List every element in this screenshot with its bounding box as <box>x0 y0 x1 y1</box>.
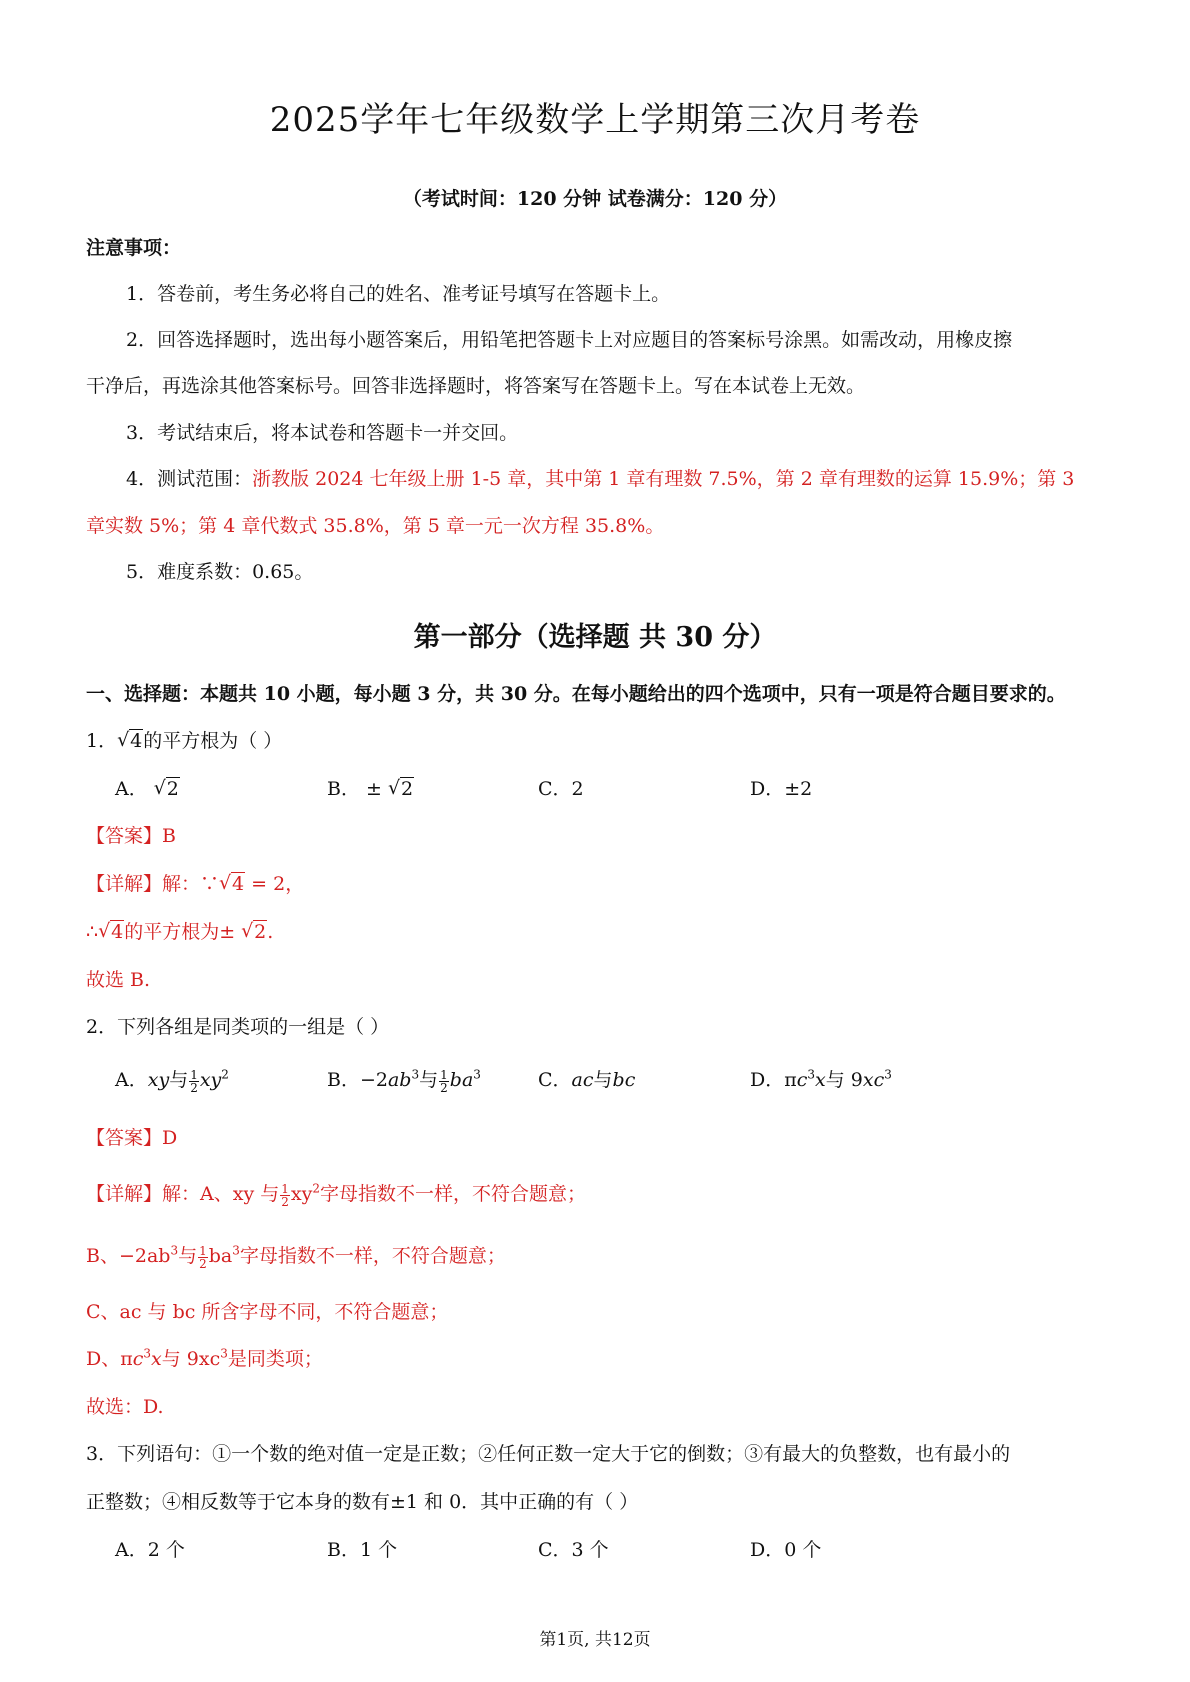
q1-number: 1． <box>86 730 118 752</box>
q2-option-d: D．$\pi c^3x$与 $9xc^3$ <box>750 1067 892 1091</box>
q2-detail-d: D、$\pi c^3x$与 $9xc^3$是同类项； <box>86 1346 323 1370</box>
question-2-stem: 2．下列各组是同类项的一组是（ ） <box>86 1016 390 1038</box>
q3-option-a: A．2 个 <box>115 1539 185 1561</box>
q1-answer: 【答案】B <box>86 825 176 847</box>
note-2-cont: 干净后，再选涂其他答案标号。回答非选择题时，将答案写在答题卡上。写在本试卷上无效。 <box>86 375 866 397</box>
section-instruction: 一、选择题：本题共 10 小题，每小题 3 分，共 30 分。在每小题给出的四个选项中，只有一项是符合题目要求的。 <box>86 683 1066 705</box>
exam-title: 2025学年七年级数学上学期第三次月考卷 <box>269 100 921 140</box>
q1-option-d: D．±2 <box>750 778 813 800</box>
q1-option-a: A． √ 2 <box>115 774 180 801</box>
note-5: 5．难度系数：0.65。 <box>126 561 314 583</box>
note-2: 2．回答选择题时，选出每小题答案后，用铅笔把答题卡上对应题目的答案标号涂黑。如需改动，用橡皮擦 <box>126 329 1013 351</box>
q1-detail-2: ∴√ 4的平方根为± √ 2. <box>86 917 273 944</box>
q3-option-d: D．0 个 <box>750 1539 822 1561</box>
q1-stem-tail: 的平方根为（ ） <box>143 730 283 752</box>
q1-conclusion: 故选 B. <box>86 969 151 991</box>
q2-detail-a: 【详解】解：A、xy 与 $\frac{1}{2}$ $xy^2$字母指数不一样，不符合题意； <box>86 1181 586 1209</box>
q2-option-a: A．xy与 $\frac{1}{2}$ $xy^2$ <box>115 1067 229 1095</box>
exam-subtitle: （考试时间：120 分钟 试卷满分：120 分） <box>402 188 788 210</box>
q2-answer: 【答案】D <box>86 1127 178 1149</box>
q1-option-c: C．2 <box>538 778 584 800</box>
q3-option-c: C．3 个 <box>538 1539 609 1561</box>
question-3-stem-2: 正整数；④相反数等于它本身的数有±1 和 0．其中正确的有（ ） <box>86 1491 639 1513</box>
page-number: 第1页, 共12页 <box>539 1630 651 1650</box>
note-4-scope: 浙教版 2024 七年级上册 1-5 章，其中第 1 章有理数 7.5%，第 2 章有理数的运算 15.9%；第 3 <box>252 468 1075 490</box>
q2-conclusion: 故选：D. <box>86 1396 164 1418</box>
q2-detail-c: C、ac 与 bc 所含字母不同，不符合题意； <box>86 1301 449 1323</box>
q2-option-c: C．ac与bc <box>538 1069 636 1091</box>
note-4 <box>126 464 1074 491</box>
q3-option-b: B．1 个 <box>327 1539 398 1561</box>
note-4-prefix: 4．测试范围： <box>126 468 253 490</box>
note-3: 3．考试结束后，将本试卷和答题卡一并交回。 <box>126 422 519 444</box>
section-title: 第一部分（选择题 共 30 分） <box>413 622 777 653</box>
note-1: 1．答卷前，考生务必将自己的姓名、准考证号填写在答题卡上。 <box>126 283 671 305</box>
q2-detail-b: B、$-2ab^3$与 $\frac{1}{2}$ $ba^3$字母指数不一样，不符合题意； <box>86 1243 506 1271</box>
question-1-stem <box>86 726 282 753</box>
q1-option-b: B． ± √ 2 <box>327 774 414 801</box>
note-4-cont: 章实数 5%；第 4 章代数式 35.8%，第 5 章一元一次方程 35.8%。 <box>86 515 665 537</box>
question-3-stem-1: 3．下列语句：①一个数的绝对值一定是正数；②任何正数一定大于它的倒数；③有最大的负整数，也有最小的 <box>86 1443 1011 1465</box>
q2-option-b: B．$-2ab^3$与 $\frac{1}{2}$ $ba^3$ <box>327 1067 481 1095</box>
q1-detail-1: 【详解】解：∵√ 4 = 2， <box>86 869 304 896</box>
notes-heading: 注意事项： <box>86 237 182 259</box>
sqrt-symbol: √ 4 <box>117 730 143 752</box>
